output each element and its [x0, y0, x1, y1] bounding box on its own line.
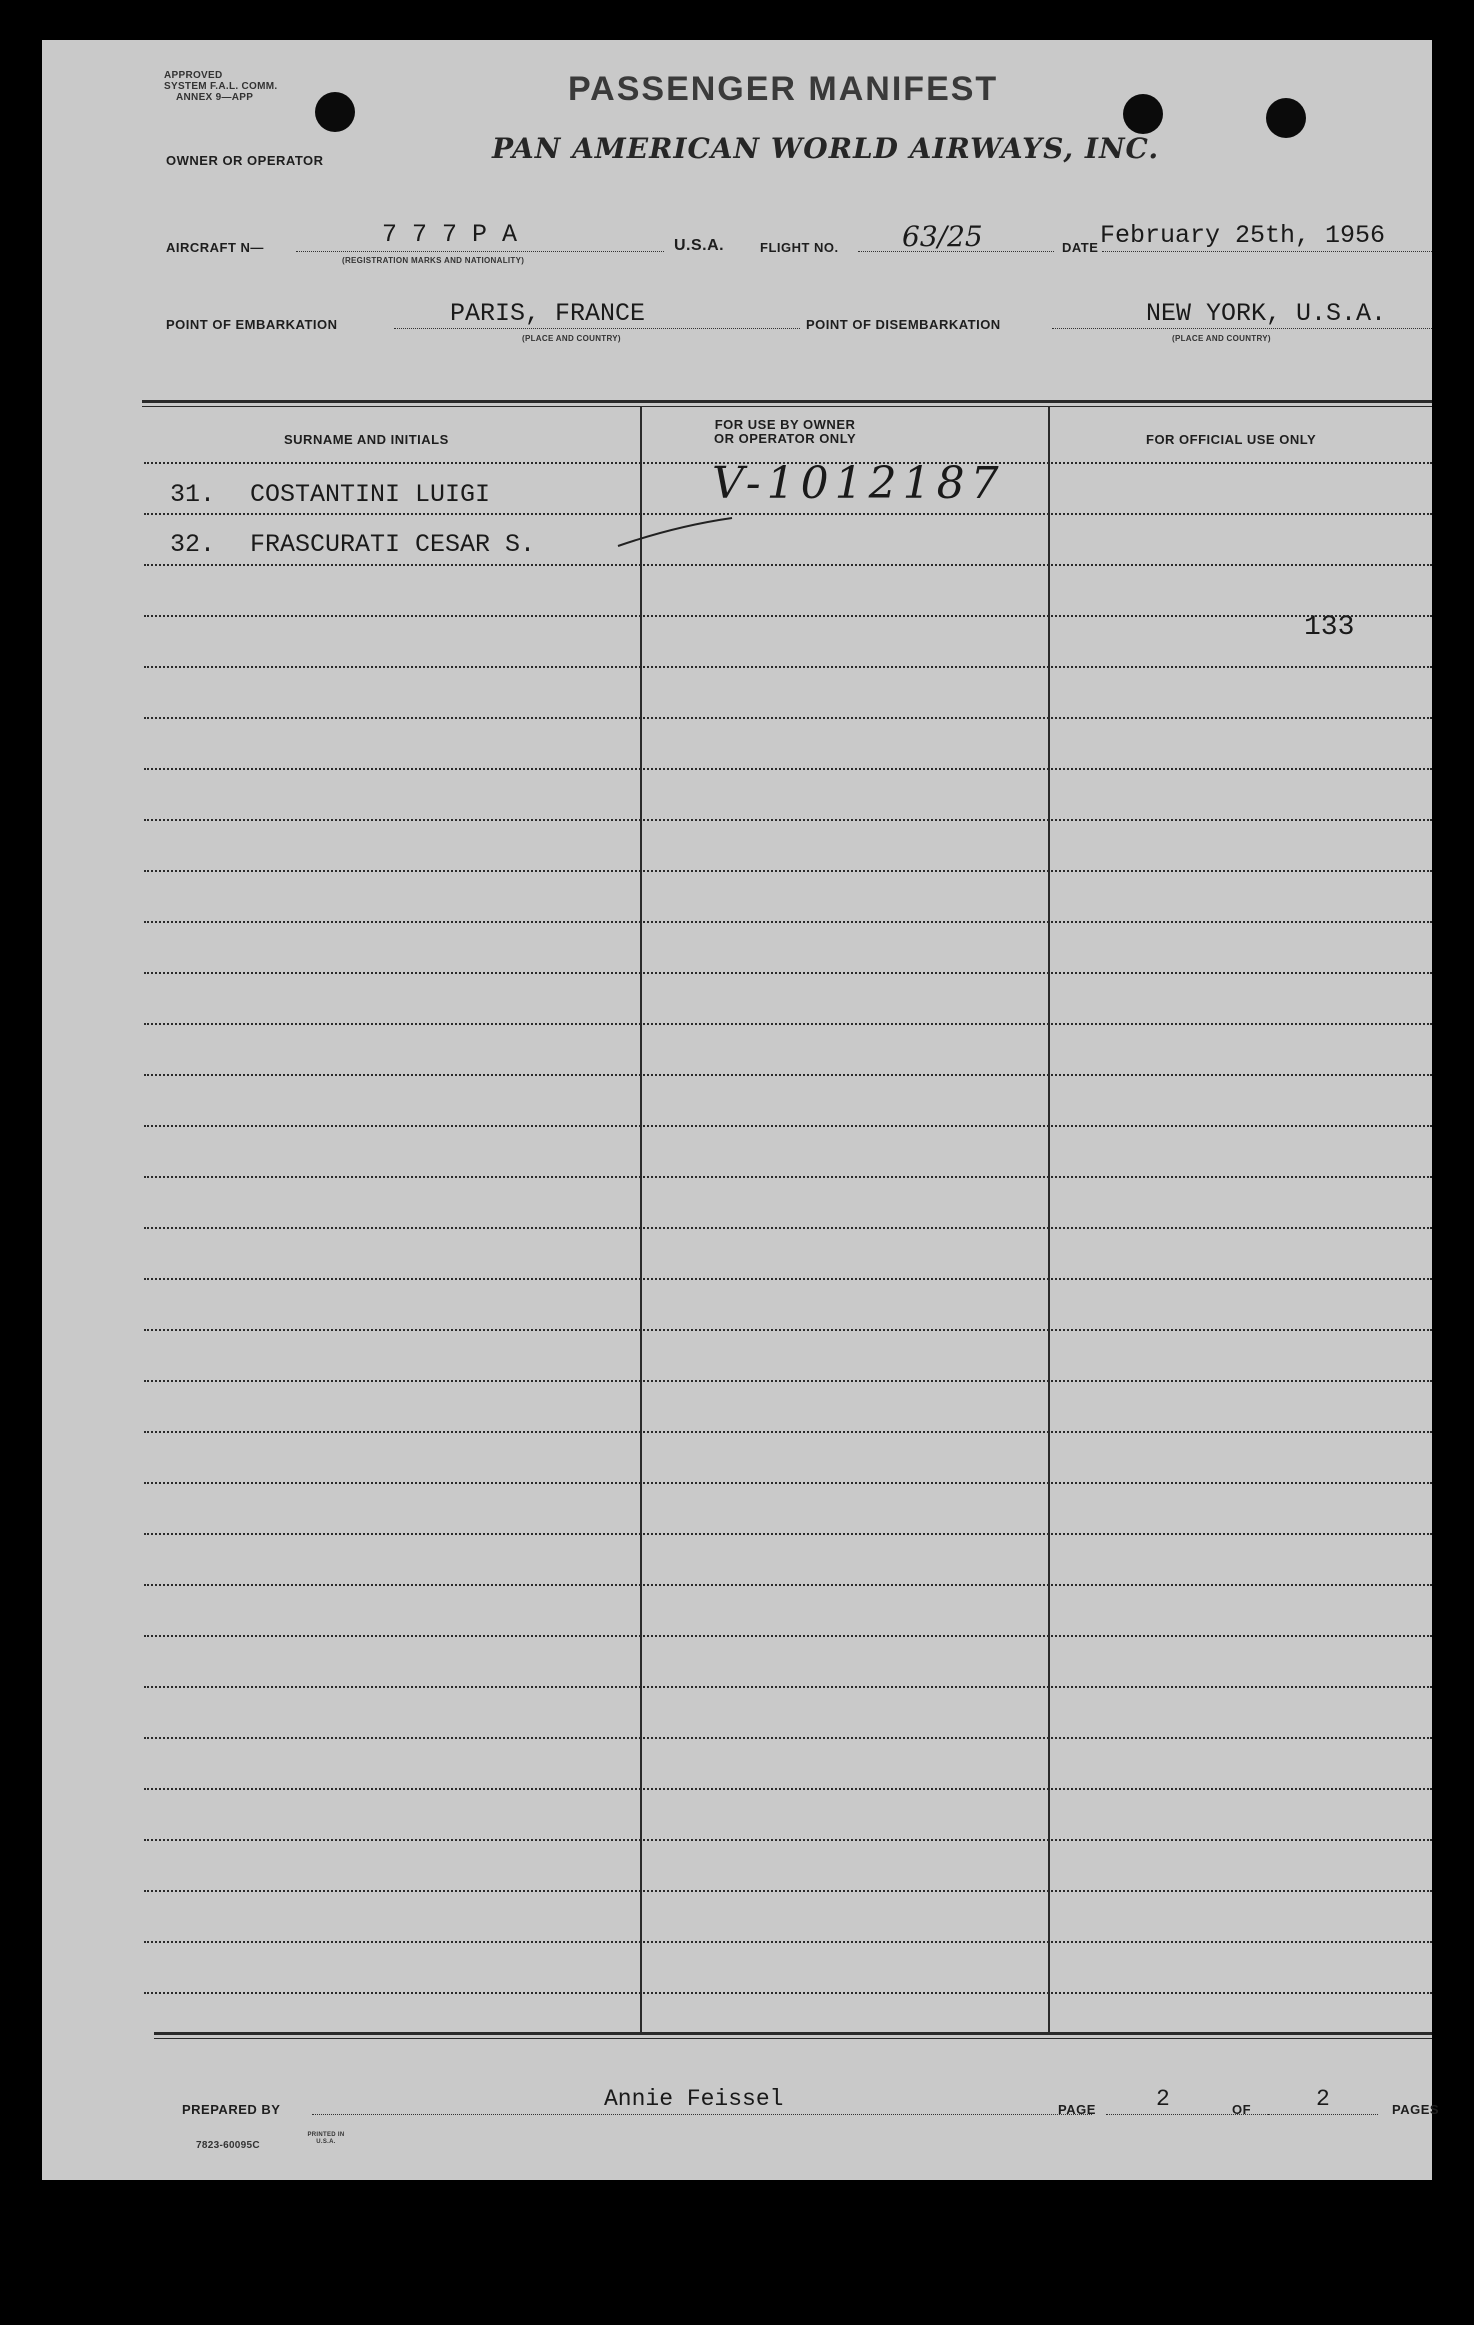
table-ruled-line: [144, 1890, 1432, 1892]
column-header-surname: SURNAME AND INITIALS: [284, 432, 449, 447]
table-ruled-line: [144, 1278, 1432, 1280]
table-top-rule: [142, 400, 1432, 403]
column-header-owner-use: FOR USE BY OWNER OR OPERATOR ONLY: [714, 417, 857, 446]
page-total: 2: [1316, 2086, 1330, 2112]
table-ruled-line: [144, 1992, 1432, 1994]
page-label: PAGE: [1058, 2102, 1096, 2117]
table-ruled-line: [144, 615, 1432, 617]
approval-note-line-3: ANNEX 9—APP: [176, 92, 254, 103]
prepared-by-value: Annie Feissel: [604, 2086, 784, 2112]
table-ruled-line: [144, 1482, 1432, 1484]
disembarkation-sublabel: (PLACE AND COUNTRY): [1172, 334, 1271, 343]
table-ruled-line: [144, 1584, 1432, 1586]
table-bottom-rule: [154, 2032, 1432, 2035]
row-number: 32.: [170, 530, 216, 559]
table-ruled-line: [144, 1329, 1432, 1331]
table-ruled-line: [144, 1227, 1432, 1229]
table-ruled-line: [144, 1635, 1432, 1637]
page-number: 2: [1156, 2086, 1170, 2112]
table-ruled-line: [144, 768, 1432, 770]
disembarkation-value: NEW YORK, U.S.A.: [1146, 299, 1387, 328]
date-value: February 25th, 1956: [1100, 221, 1386, 250]
approval-note-line-2: SYSTEM F.A.L. COMM.: [164, 81, 278, 92]
punch-hole: [1123, 94, 1163, 134]
table-ruled-line: [144, 921, 1432, 923]
table-ruled-line: [144, 1380, 1432, 1382]
flight-value: 63/25: [902, 220, 983, 253]
table-ruled-line: [144, 666, 1432, 668]
embarkation-value: PARIS, FRANCE: [450, 299, 646, 328]
date-label: DATE: [1062, 240, 1099, 255]
company-name: PAN AMERICAN WORLD AIRWAYS, INC.: [492, 132, 1160, 165]
owner-label: OWNER OR OPERATOR: [166, 153, 324, 168]
table-ruled-line: [144, 1686, 1432, 1688]
of-label: OF: [1232, 2102, 1252, 2117]
table-ruled-line: [144, 972, 1432, 974]
form-number: 7823-60095C: [196, 2140, 260, 2151]
table-ruled-line: [144, 1176, 1432, 1178]
aircraft-sublabel: (REGISTRATION MARKS AND NATIONALITY): [342, 256, 525, 265]
table-ruled-line: [144, 1023, 1432, 1025]
aircraft-label: AIRCRAFT N—: [166, 240, 264, 255]
table-ruled-line: [144, 1839, 1432, 1841]
aircraft-value: 7 7 7 P A: [382, 220, 518, 249]
punch-hole: [1266, 98, 1306, 138]
page-title: PASSENGER MANIFEST: [568, 70, 999, 108]
approval-note-line-1: APPROVED: [164, 70, 223, 81]
punch-hole: [315, 92, 355, 132]
prepared-by-label: PREPARED BY: [182, 2102, 281, 2117]
table-ruled-line: [144, 1941, 1432, 1943]
column-header-official-use: FOR OFFICIAL USE ONLY: [1146, 432, 1317, 447]
printed-stamp: PRINTED IN U.S.A.: [307, 2132, 345, 2145]
table-ruled-line: [144, 513, 1432, 515]
pages-label: PAGES: [1392, 2102, 1440, 2117]
disembarkation-label: POINT OF DISEMBARKATION: [806, 317, 1001, 332]
passenger-name: COSTANTINI LUIGI: [250, 480, 491, 509]
manifest-sheet: [42, 40, 1440, 2180]
owner-use-entry: V-1012187: [712, 458, 1005, 509]
table-ruled-line: [144, 819, 1432, 821]
table-ruled-line: [144, 717, 1432, 719]
table-ruled-line: [144, 1074, 1432, 1076]
table-ruled-line: [144, 1125, 1432, 1127]
embarkation-sublabel: (PLACE AND COUNTRY): [522, 334, 621, 343]
passenger-name: FRASCURATI CESAR S.: [250, 530, 536, 559]
flight-label: FLIGHT NO.: [760, 240, 839, 255]
table-ruled-line: [144, 1431, 1432, 1433]
table-ruled-line: [144, 1788, 1432, 1790]
tick-mark: [616, 512, 736, 552]
table-ruled-line: [144, 870, 1432, 872]
table-ruled-line: [144, 1533, 1432, 1535]
row-number: 31.: [170, 480, 216, 509]
embarkation-label: POINT OF EMBARKATION: [166, 317, 338, 332]
usa-label: U.S.A.: [674, 237, 725, 254]
table-ruled-line: [144, 1737, 1432, 1739]
table-ruled-line: [144, 564, 1432, 566]
official-note: 133: [1304, 612, 1355, 643]
